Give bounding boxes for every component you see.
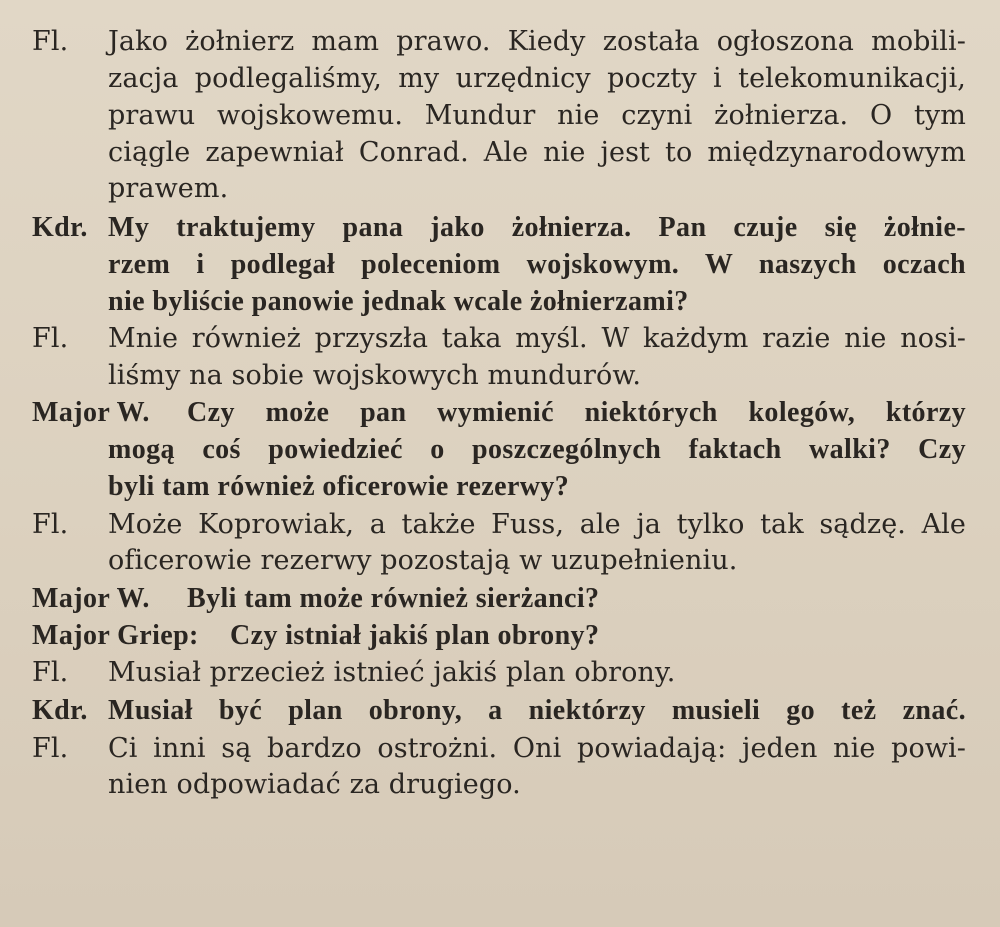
dialogue-line [0, 469, 1000, 505]
dialogue-line [0, 284, 1000, 320]
speaker-label: Major W. [32, 397, 150, 428]
dialogue-line [0, 98, 1000, 134]
dialogue-text: My traktujemy pana jako żołnierza. Pan czuje się żołnie- [108, 212, 966, 243]
dialogue-line [0, 321, 1000, 357]
dialogue-line [0, 731, 1000, 767]
dialogue-text: rzem i podlegał poleceniom wojskowym. W naszych oczach [108, 249, 966, 280]
speaker-label: Fl. [32, 657, 69, 688]
dialogue-text: Byli tam może również sierżanci? [187, 583, 600, 614]
dialogue-line [0, 171, 1000, 207]
dialogue-text: mogą coś powiedzieć o poszczególnych faktach walki? Czy [108, 434, 966, 465]
dialogue-line [0, 61, 1000, 97]
dialogue-text: prawu wojskowemu. Mundur nie czyni żołnierza. O tym [108, 100, 966, 131]
dialogue-text: nie byliście panowie jednak wcale żołnierzami? [108, 286, 689, 317]
speaker-label: Fl. [32, 733, 69, 764]
speaker-label: Kdr. [32, 212, 88, 243]
speaker-label: Kdr. [32, 695, 88, 726]
dialogue-line [0, 432, 1000, 468]
dialogue-text: Ci inni są bardzo ostrożni. Oni powiadają: jeden nie powi- [108, 733, 966, 764]
dialogue-text: Musiał przecież istnieć jakiś plan obrony. [108, 657, 676, 688]
speaker-label: Major W. [32, 583, 150, 614]
dialogue-line [0, 210, 1000, 246]
speaker-label: Major Griep: [32, 620, 199, 651]
speaker-label: Fl. [32, 26, 69, 57]
dialogue-line [0, 395, 1000, 431]
speaker-label: Fl. [32, 323, 69, 354]
dialogue-text: prawem. [108, 173, 229, 204]
dialogue-line [0, 24, 1000, 60]
dialogue-line [0, 655, 1000, 691]
dialogue-line [0, 543, 1000, 579]
dialogue-text: Musiał być plan obrony, a niektórzy musieli go też znać. [108, 695, 966, 726]
dialogue-text: Jako żołnierz mam prawo. Kiedy została ogłoszona mobili- [108, 26, 966, 57]
dialogue-line [0, 358, 1000, 394]
dialogue-line [0, 767, 1000, 803]
dialogue-line [0, 135, 1000, 171]
dialogue-text: oficerowie rezerwy pozostają w uzupełnieniu. [108, 545, 738, 576]
dialogue-line [0, 507, 1000, 543]
dialogue-line [0, 693, 1000, 729]
dialogue-line [0, 247, 1000, 283]
dialogue-text: ciągle zapewniał Conrad. Ale nie jest to międzynarodowym [108, 137, 966, 168]
speaker-label: Fl. [32, 509, 69, 540]
dialogue-line [0, 618, 1000, 654]
dialogue-text: liśmy na sobie wojskowych mundurów. [108, 360, 642, 391]
dialogue-text: byli tam również oficerowie rezerwy? [108, 471, 570, 502]
dialogue-text: Czy istniał jakiś plan obrony? [230, 620, 600, 651]
dialogue-text: zacja podlegaliśmy, my urzędnicy poczty i telekomunikacji, [108, 63, 966, 94]
dialogue-line [0, 581, 1000, 617]
dialogue-text: Mnie również przyszła taka myśl. W każdym razie nie nosi- [108, 323, 966, 354]
dialogue-text: Czy może pan wymienić niektórych kolegów, którzy [187, 397, 966, 428]
dialogue-text: Może Koprowiak, a także Fuss, ale ja tylko tak sądzę. Ale [108, 509, 966, 540]
dialogue-text: nien odpowiadać za drugiego. [108, 769, 521, 800]
